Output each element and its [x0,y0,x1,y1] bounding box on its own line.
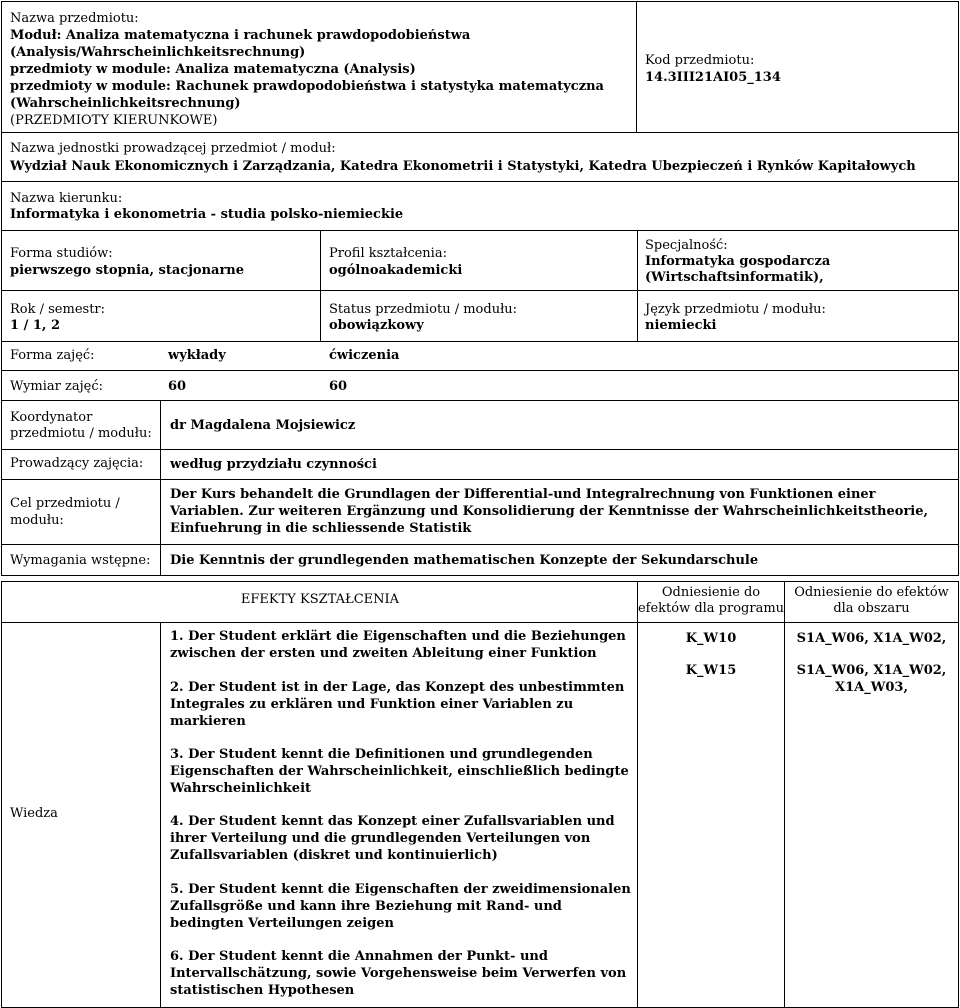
prerequisites-value: Die Kenntnis der grundlegenden mathematischen Konzepte der Sekundarschule [170,553,759,568]
outcomes-category: Wiedza [10,806,58,821]
outcome-item: 3. Der Student kennt die Definitionen und grundlegenden [170,747,593,762]
year-label: Rok / semestr: [10,302,106,317]
course-name-line: przedmioty w module: Rachunek prawdopodobieństwa i statystyka matematyczna [10,79,604,94]
field-value: Informatyka i ekonometria - studia polsko-niemieckie [10,207,404,222]
profile-value: ogólnoakademicki [329,263,463,278]
specialty-label: Specjalność: [645,238,728,253]
outcome-item: ihrer Verteilung und die grundlegenden Verteilungen von [170,831,591,846]
outcome-item: 1. Der Student erklärt die Eigenschaften und die Beziehungen [170,629,626,644]
outcome-item: markieren [170,714,246,729]
course-code-label: Kod przedmiotu: [645,53,755,68]
outcome-item: Zufallsgröße und kann ihre Beziehung mit Rand- und [170,899,562,914]
objective-label: modułu: [10,513,64,528]
course-name-line: przedmioty w module: Analiza matematyczna (Analysis) [10,62,416,77]
status-label: Status przedmiotu / modułu: [329,302,518,317]
course-group: (PRZEDMIOTY KIERUNKOWE) [10,113,218,128]
class-form-exercise: ćwiczenia [329,348,400,363]
program-ref: K_W15 [685,663,737,678]
outcome-item: statistischen Hypothesen [170,983,355,998]
status-value: obowiązkowy [329,318,424,333]
outcome-item: bedingten Verteilungen zeigen [170,916,394,931]
outcome-item: 6. Der Student kennt die Annahmen der Punkt- und [170,949,548,964]
program-ref-header: Odniesienie do [661,585,761,600]
hours-label: Wymiar zajęć: [10,379,103,394]
unit-label: Nazwa jednostki prowadzącej przedmiot / moduł: [10,141,336,156]
outcome-item: Zufallsvariablen (diskret und kontinuierlich) [170,848,498,863]
outcome-item: zwischen der ersten und zweiten Ableitung einer Funktion [170,646,597,661]
outcomes-program-cell [637,622,785,1008]
study-form-label: Forma studiów: [10,246,113,261]
outcome-item: Integrales zu erklären und Funktion einer Variablen zu [170,697,574,712]
objective-line: Variablen. Zur weiteren Ergänzung und Konsolidierung der Kenntnisse der Wahrscheinlichkeitstheorie, [170,504,929,519]
hours-exercise: 60 [329,379,348,394]
area-ref: S1A_W06, X1A_W02, [796,663,947,678]
outcome-item: 5. Der Student kennt die Eigenschaften der zweidimensionalen [170,882,631,897]
coordinator-value: dr Magdalena Mojsiewicz [170,418,356,433]
outcome-item: 4. Der Student kennt das Konzept einer Zufallsvariablen und [170,814,615,829]
area-ref: S1A_W06, X1A_W02, [796,631,947,646]
specialty-value: (Wirtschaftsinformatik), [645,270,824,285]
course-code-value: 14.3III21AI05_134 [645,70,781,85]
program-ref: K_W10 [685,631,737,646]
outcome-item: Intervallschätzung, sowie Vorgehensweise beim Verwerfen von [170,966,627,981]
area-ref-header: Odniesienie do efektów [794,585,949,600]
prerequisites-label: Wymagania wstępne: [10,553,151,568]
hours-lecture: 60 [168,379,187,394]
instructor-value: według przydziału czynności [170,457,377,472]
study-form-value: pierwszego stopnia, stacjonarne [10,263,245,278]
objective-line: Der Kurs behandelt die Grundlagen der Differential-und Integralrechnung von Funktionen einer [170,487,876,502]
program-ref-header: efektów dla programu [637,601,785,616]
course-name-label: Nazwa przedmiotu: [10,11,139,26]
course-name-line: (Analysis/Wahrscheinlichkeitsrechnung) [10,45,306,60]
course-name-line: Moduł: Analiza matematyczna i rachunek prawdopodobieństwa [10,28,471,43]
class-form-lecture: wykłady [168,348,226,363]
outcomes-title: EFEKTY KSZTAŁCENIA [240,592,400,607]
instructor-label: Prowadzący zajęcia: [10,456,144,471]
outcome-item: 2. Der Student ist in der Lage, das Konzept des unbestimmten [170,680,625,695]
outcome-item: Eigenschaften der Wahrscheinlichkeit, einschließlich bedingte [170,764,629,779]
class-form-label: Forma zajęć: [10,348,95,363]
profile-label: Profil kształcenia: [329,246,447,261]
area-ref: X1A_W03, [835,680,908,695]
year-value: 1 / 1, 2 [10,318,60,333]
course-name-line: (Wahrscheinlichkeitsrechnung) [10,96,241,111]
field-label: Nazwa kierunku: [10,191,123,206]
language-value: niemiecki [645,318,717,333]
outcome-item: Wahrscheinlichkeit [170,781,312,796]
objective-label: Cel przedmiotu / [10,496,120,511]
objective-line: Einfuehrung in die schliessende Statistik [170,521,472,536]
coordinator-label: przedmiotu / modułu: [10,426,152,441]
class-form-row [1,341,959,371]
language-label: Język przedmiotu / modułu: [645,302,826,317]
specialty-value: Informatyka gospodarcza [645,254,831,269]
hours-row [1,370,959,401]
area-ref-header: dla obszaru [833,601,910,616]
coordinator-label: Koordynator [10,410,93,425]
unit-value: Wydział Nauk Ekonomicznych i Zarządzania, Katedra Ekonometrii i Statystyki, Katedra Ubezpieczeń i Rynków Kapitałowych [10,159,916,174]
